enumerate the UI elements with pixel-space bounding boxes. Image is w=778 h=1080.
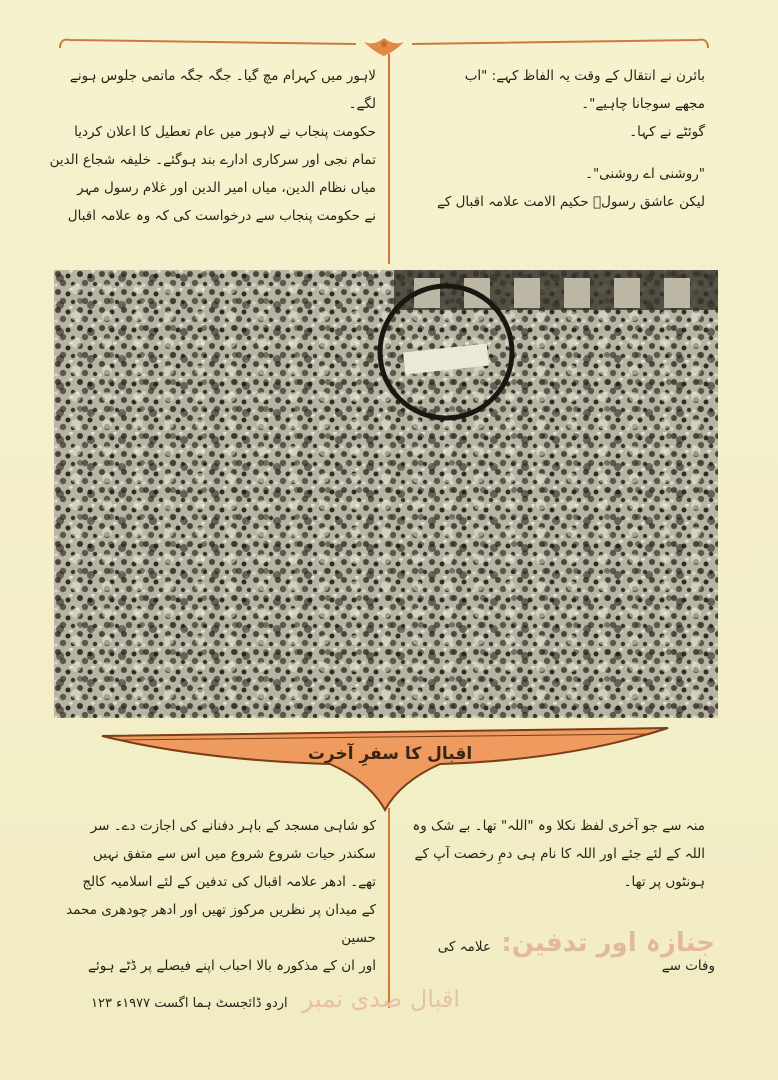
- text-line: گوئٹے نے کہا۔: [629, 124, 705, 140]
- text-line: تمام نجی اور سرکاری ادارے بند ہوگئے۔ خلیفہ شجاع الدین: [49, 152, 376, 168]
- funeral-crowd-photo: [54, 270, 718, 718]
- bottom-right-column: [405, 812, 705, 896]
- text-line: حکومت پنجاب نے لاہور میں عام تعطیل کا اعلان کردیا: [74, 124, 376, 140]
- bottom-left-column: [46, 812, 376, 980]
- text-line: لیکن عاشق رسولؐ حکیم الامت علامہ اقبال کے: [437, 194, 705, 210]
- section-heading-text: علامہ کی وفات سے: [437, 939, 715, 974]
- text-line: ہونٹوں پر تھا۔: [623, 874, 705, 890]
- text-line: تھے۔ ادھر علامہ اقبال کی تدفین کے لئے اسلامیہ کالج: [82, 874, 376, 890]
- text-line: لاہور میں کہرام مچ گیا۔ جگہ جگہ ماتمی جلوس ہونے لگے۔: [69, 68, 376, 112]
- text-line: سکندر حیات شروع شروع میں اس سے متفق نہیں: [92, 846, 376, 862]
- text-line: میاں نظام الدین، میاں امیر الدین اور غلام رسول مہر: [77, 180, 376, 196]
- text-line: بائرن نے انتقال کے وقت یہ الفاظ کہے: "اب: [464, 68, 705, 84]
- text-line: نے حکومت پنجاب سے درخواست کی کہ وہ علامہ اقبال: [67, 208, 376, 224]
- text-line: کو شاہی مسجد کے باہر دفنانے کی اجازت دے۔ سر: [90, 818, 376, 834]
- footer-text: اردو ڈائجسٹ ہما اگست ۱۹۷۷ء ۱۲۳: [91, 996, 288, 1011]
- text-line: مجھے سوجانا چاہیے"۔: [581, 96, 705, 112]
- text-line: اور ان کے مذکورہ بالا احباب اپنے فیصلے پر ڈٹے ہوئے: [88, 958, 376, 974]
- column-divider-top: [388, 54, 390, 264]
- page-footer: [40, 985, 460, 1013]
- section-heading-title: جنازہ اور تدفین:: [501, 928, 715, 958]
- text-line: اللہ کے لئے جئے اور اللہ کا نام ہی دمِ رخصت آپ کے: [414, 846, 705, 862]
- top-right-column: [405, 62, 705, 216]
- top-ornament-rule: [56, 34, 712, 64]
- text-line: کے میدان پر نظریں مرکوز تھیں اور ادھر چودھری محمد حسین: [66, 902, 376, 946]
- banner-title: اقبال کا سفرِ آخرت: [307, 744, 473, 764]
- footer-special-issue: اقبال صدی نمبر: [301, 985, 460, 1013]
- section-heading: [405, 928, 715, 974]
- top-left-column: [46, 62, 376, 230]
- text-line: منہ سے جو آخری لفظ نکلا وہ "اللہ" تھا۔ بے شک وہ: [412, 818, 705, 834]
- section-banner: [100, 722, 670, 814]
- column-divider-bottom: [388, 808, 390, 1008]
- text-line: "روشنی اے روشنی"۔: [585, 166, 705, 182]
